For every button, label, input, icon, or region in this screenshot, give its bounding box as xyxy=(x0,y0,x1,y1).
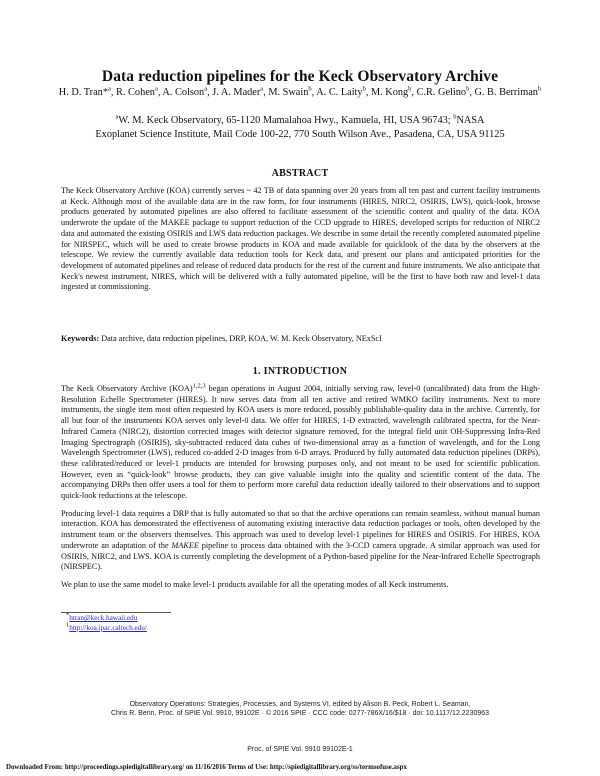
abstract-heading: ABSTRACT xyxy=(271,168,329,179)
footnote-divider xyxy=(61,612,171,613)
affiliation-a: $^a$W. M. Keck Observatory, 65-1120 Mamalahoa Hwy., Kamuela, HI, USA 96743; $^b$NASA xyxy=(115,113,485,126)
keywords-text: Data archive, data reduction pipelines, DRP, KOA, W. M. Keck Observatory, NExScI xyxy=(101,334,382,343)
koa-link[interactable]: http://koa.ipac.caltech.edu/ xyxy=(69,623,147,632)
author-name: J. A. Mader xyxy=(212,87,261,98)
download-notice: Downloaded From: http://proceedings.spiedigitallibrary.org/ on 11/16/2016 Terms of Use: http://spiedigitallibrary.org/ss/termsofuse.aspx xyxy=(6,764,407,771)
affiliation-b: Exoplanet Science Institute, Mail Code 100-22, 770 South Wilson Ave., Pasadena, CA, USA 91125 xyxy=(95,129,505,140)
author-name: C.R. Gelino xyxy=(416,87,467,98)
page-number: Proc. of SPIE Vol. 9910 99102E-1 xyxy=(247,746,353,753)
affiliations xyxy=(45,114,555,142)
author-name: G. B. Berriman xyxy=(474,87,538,98)
intro-paragraph-2: Producing level-1 data requires a DRP that is fully automated so that so that the archive operations can remain seamless, without manual human interaction. KOA has demonstrated the effectiveness of automating existing interactive data reduction packages or tools, often developed by the instrument team or the observers themselves. This approach was used to develop level-1 pipelines for HIRES and OSIRIS. For HIRES, KOA underwrote an adaptation of the MAKEE pipeline to process data obtained with the 3-CCD camera upgrade. A similar approach was used for OSIRIS, NIRC2, and LWS. KOA is currently completing the development of a Python-based pipeline for the Near-Infrared Echelle Spectrograph (NIRSPEC). xyxy=(61,508,540,572)
author-name: M. Kong xyxy=(370,87,409,98)
keywords-label: Keywords: xyxy=(61,334,100,343)
author-name: R. Cohen xyxy=(116,87,155,98)
paper-title: Data reduction pipelines for the Keck Observatory Archive xyxy=(101,68,499,85)
introduction-heading: 1. INTRODUCTION xyxy=(252,366,348,377)
introduction-body xyxy=(61,384,540,591)
keywords xyxy=(61,334,540,345)
author-name: H. D. Tran* xyxy=(58,87,108,98)
intro-paragraph-3: We plan to use the same model to make level-1 products available for all the operating modes of all Keck instruments. xyxy=(61,579,449,589)
footnotes xyxy=(66,611,147,633)
intro-paragraph-1: The Keck Observatory Archive (KOA)$^{1,2,3}$ began operations in August 2004, initially serving raw, level-0 (uncalibrated) data from the High-Resolution Echelle Spectrometer (HIRES). It now serves data from all ten active and retired WMKO facility instruments. Next to more instruments, the single item most often requested by KOA users is more reduced, possibly publishable-quality data in the archive. Currently, for all but four of the instruments KOA serves only level-0 data. We offer for HIRES, 1-D extracted, wavelength calibrated spectra, for the Near-Infrared Camera (NIRC2), distortion corrected images with detector signature removed, for the integral field unit OH-Suppressing Infra-Red Imaging Spectrograph (OSIRIS), sky-subtracted reduced data cubes of two-dimensional array as a function of wavelength, and for the Long Wavelength Spectrometer (LWS), reduced co-added 2-D images from 6-D arrays. Produced by fully automated data reduction pipelines (DRPs), these calibrated/reduced or level-1 products are intended for browsing purposes only, and not meant to be used for scientific publication. However, even as “quick-look” browse products, they can give valuable insight into the quality and scientific content of the data. The accompanying DRPs then offer users a tool for them to perform more careful data reduction ideally tailored to their observations and to support quick-look reductions at the telescope. xyxy=(61,382,540,501)
footnote-email: *htran@keck.hawaii.edu xyxy=(66,611,138,622)
abstract-text: The Keck Observatory Archive (KOA) currently serves ~ 42 TB of data spanning over 20 years from all ten past and current facility instruments at Keck. Although most of the available data are in the raw form, for four instruments (HIRES, NIRC2, OSIRIS, LWS), quick-look, browse products generated by automated pipelines are also offered to facilitate assessment of the scientific content and quality of the data. KOA underwrote the update of the MAKEE package to support reduction of the CCD upgrade to HIRES, developed scripts for reduction of NIRC2 data and automated the existing OSIRIS and LWS data reduction packages. We describe in some detail the recently completed automated pipeline for NIRSPEC, which will be used to create browse products in KOA and made available for quicklook of the data by the observers at the telescope. We review the currently available data reduction tools for Keck data, and present our plans and anticipated priorities for the development of automated pipelines and release of reduced data products for the rest of the current and future instruments. We also anticipate that Keck's newest instrument, NIRES, which will be delivered with a fully automated pipeline, will be the first to have both raw and level-1 data ingested at commissioning. xyxy=(61,186,540,292)
publication-info: Observatory Operations: Strategies, Processes, and Systems VI, edited by Alison B. Peck, Robert L. Seaman, Chris R. Benn, Proc. of SPIE Vol. 9910, 99102E · © 2016 SPIE · CCC code: 0277-786X/16/$18 · doi: 10.1117/12.2230963 xyxy=(110,701,490,717)
footnote-koa-url: $^1$http://koa.ipac.caltech.edu/ xyxy=(66,621,147,632)
author-name: M. Swain xyxy=(268,87,309,98)
email-link[interactable]: htran@keck.hawaii.edu xyxy=(69,614,138,622)
author-name: A. C. Laity xyxy=(316,87,363,98)
author-name: A. Colson xyxy=(162,87,205,98)
author-list: H. D. Tran*$^a$, R. Cohen$^a$, A. Colson$^a$, J. A. Mader$^a$, M. Swain$^b$, A. C. Laity$^b$, M. Kong$^b$, C.R. Gelino$^b$, G. B. Berriman$^b$ xyxy=(58,85,542,98)
